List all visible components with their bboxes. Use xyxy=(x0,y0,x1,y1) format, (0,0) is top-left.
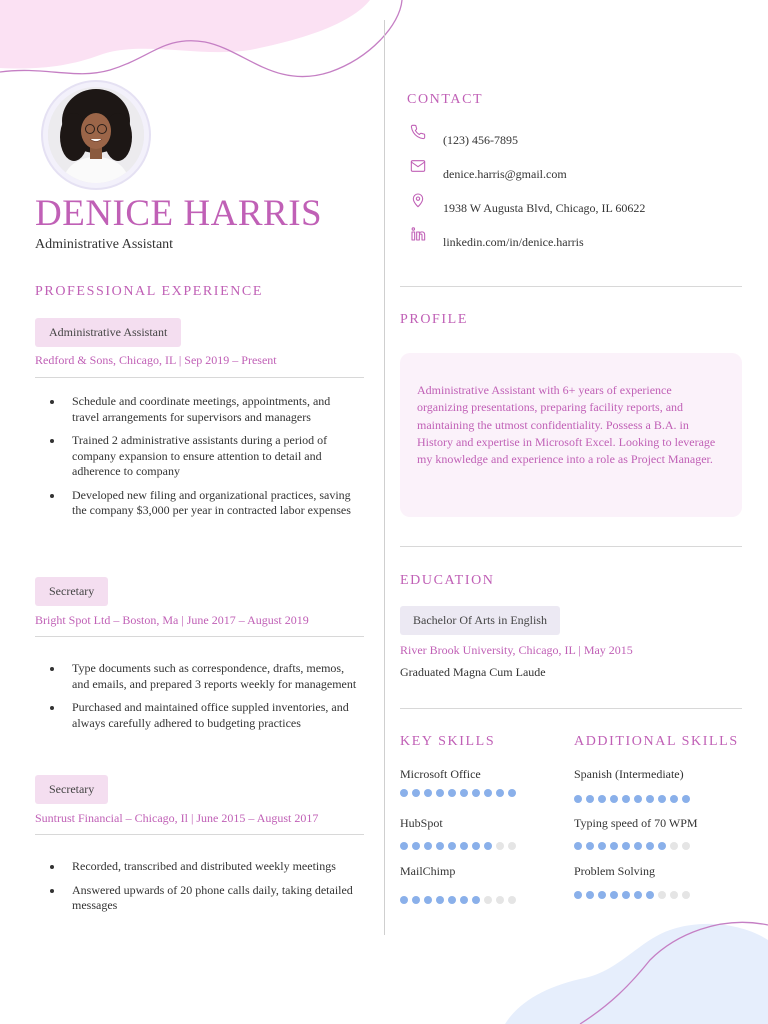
rating-dot-filled xyxy=(412,789,420,797)
rating-dot-filled xyxy=(598,891,606,899)
rating-dot-filled xyxy=(658,795,666,803)
candidate-name: DENICE HARRIS xyxy=(35,193,323,234)
honors-line: Graduated Magna Cum Laude xyxy=(400,665,546,679)
experience-heading: PROFESSIONAL EXPERIENCE xyxy=(35,284,264,299)
list-item: Purchased and maintained office suppled inventories, and always carefully adhered to budgeting practices xyxy=(35,700,360,731)
rating-dot-empty xyxy=(682,842,690,850)
skill-rating xyxy=(574,795,690,803)
education-heading: EDUCATION xyxy=(400,573,495,588)
top-curve-line xyxy=(0,0,402,77)
list-item: Recorded, transcribed and distributed weekly meetings xyxy=(35,859,360,875)
job-company: Bright Spot Ltd – Boston, Ma | June 2017 – August 2019 xyxy=(35,613,309,627)
job-divider xyxy=(35,377,364,378)
rating-dot-filled xyxy=(586,795,594,803)
rating-dot-filled xyxy=(436,842,444,850)
skill-name: MailChimp xyxy=(400,864,456,878)
degree-badge: Bachelor Of Arts in English xyxy=(400,606,560,635)
skill-name: Typing speed of 70 WPM xyxy=(574,816,698,830)
skill-rating xyxy=(574,891,690,899)
job-role-badge: Secretary xyxy=(35,577,108,606)
rating-dot-filled xyxy=(508,789,516,797)
job-bullets xyxy=(35,661,360,739)
rating-dot-filled xyxy=(400,896,408,904)
rating-dot-filled xyxy=(610,842,618,850)
rating-dot-filled xyxy=(424,842,432,850)
rating-dot-empty xyxy=(484,896,492,904)
rating-dot-filled xyxy=(646,795,654,803)
list-item: Type documents such as correspondence, drafts, memos, and emails, and prepared 3 reports weekly for management xyxy=(35,661,360,692)
rating-dot-empty xyxy=(670,842,678,850)
rating-dot-filled xyxy=(622,795,630,803)
contact-heading: CONTACT xyxy=(407,92,484,107)
skill-rating xyxy=(574,842,690,850)
rating-dot-filled xyxy=(400,842,408,850)
column-divider xyxy=(384,20,385,935)
linkedin-icon xyxy=(408,224,428,244)
job-divider xyxy=(35,834,364,835)
section-divider xyxy=(400,708,742,709)
job-role-badge: Secretary xyxy=(35,775,108,804)
rating-dot-filled xyxy=(634,795,642,803)
skill-name: HubSpot xyxy=(400,816,443,830)
rating-dot-filled xyxy=(598,795,606,803)
list-item: Trained 2 administrative assistants during a period of company expansion to ensure attention to detail and adherence to company xyxy=(35,433,360,480)
rating-dot-filled xyxy=(448,789,456,797)
rating-dot-filled xyxy=(622,842,630,850)
rating-dot-filled xyxy=(496,789,504,797)
top-pink-blob xyxy=(0,0,370,68)
rating-dot-filled xyxy=(586,891,594,899)
job-bullets xyxy=(35,394,360,527)
skill-rating xyxy=(400,789,516,797)
rating-dot-filled xyxy=(424,896,432,904)
skill-rating xyxy=(400,896,516,904)
skill-name: Problem Solving xyxy=(574,864,656,878)
job-company: Redford & Sons, Chicago, IL | Sep 2019 – Present xyxy=(35,353,277,367)
rating-dot-filled xyxy=(448,896,456,904)
mail-icon xyxy=(408,156,428,176)
location-pin-icon xyxy=(408,190,428,210)
rating-dot-empty xyxy=(682,891,690,899)
skill-name: Spanish (Intermediate) xyxy=(574,767,684,781)
skill-rating xyxy=(400,842,516,850)
rating-dot-filled xyxy=(412,896,420,904)
rating-dot-filled xyxy=(424,789,432,797)
skill-name: Microsoft Office xyxy=(400,767,481,781)
rating-dot-filled xyxy=(472,896,480,904)
rating-dot-filled xyxy=(658,842,666,850)
list-item: Answered upwards of 20 phone calls daily, taking detailed messages xyxy=(35,883,360,914)
rating-dot-filled xyxy=(400,789,408,797)
rating-dot-filled xyxy=(472,789,480,797)
contact-phone-text: (123) 456-7895 xyxy=(443,133,518,147)
rating-dot-empty xyxy=(496,896,504,904)
bottom-blue-blob xyxy=(505,924,768,1024)
avatar xyxy=(48,87,144,183)
rating-dot-filled xyxy=(610,891,618,899)
job-bullets xyxy=(35,859,360,922)
candidate-title: Administrative Assistant xyxy=(35,237,174,252)
phone-icon xyxy=(408,122,428,142)
contact-email[interactable] xyxy=(408,156,567,181)
rating-dot-filled xyxy=(460,842,468,850)
profile-heading: PROFILE xyxy=(400,312,468,327)
rating-dot-filled xyxy=(412,842,420,850)
rating-dot-filled xyxy=(460,896,468,904)
contact-linkedin[interactable] xyxy=(408,224,584,249)
section-divider xyxy=(400,286,742,287)
school-line: River Brook University, Chicago, IL | May 2015 xyxy=(400,643,633,657)
rating-dot-filled xyxy=(574,891,582,899)
rating-dot-filled xyxy=(436,789,444,797)
rating-dot-filled xyxy=(622,891,630,899)
list-item: Schedule and coordinate meetings, appointments, and travel arrangements for supervisors and managers xyxy=(35,394,360,425)
rating-dot-filled xyxy=(574,842,582,850)
rating-dot-filled xyxy=(472,842,480,850)
contact-address-text: 1938 W Augusta Blvd, Chicago, IL 60622 xyxy=(443,201,646,215)
rating-dot-filled xyxy=(646,891,654,899)
rating-dot-filled xyxy=(448,842,456,850)
contact-linkedin-text[interactable]: linkedin.com/in/denice.harris xyxy=(443,235,584,249)
contact-phone xyxy=(408,122,518,147)
rating-dot-filled xyxy=(484,842,492,850)
list-item: Developed new filing and organizational practices, saving the company $3,000 per year in contracted labor expenses xyxy=(35,488,360,519)
job-role-badge: Administrative Assistant xyxy=(35,318,181,347)
job-company: Suntrust Financial – Chicago, Il | June 2015 – August 2017 xyxy=(35,811,319,825)
rating-dot-filled xyxy=(436,896,444,904)
rating-dot-filled xyxy=(598,842,606,850)
profile-text: Administrative Assistant with 6+ years of experience organizing presentations, preparing facility reports, and maintaining the utmost confidentiality. Possess a B.A. in History and expertise in Microsoft Excel. Looking to leverage my knowledge and experience into a role as Project Manager. xyxy=(417,383,716,467)
rating-dot-empty xyxy=(496,842,504,850)
rating-dot-empty xyxy=(508,842,516,850)
rating-dot-filled xyxy=(484,789,492,797)
rating-dot-empty xyxy=(508,896,516,904)
rating-dot-filled xyxy=(646,842,654,850)
rating-dot-filled xyxy=(610,795,618,803)
rating-dot-filled xyxy=(634,842,642,850)
rating-dot-filled xyxy=(460,789,468,797)
contact-address xyxy=(408,190,646,215)
key-skills-heading: KEY SKILLS xyxy=(400,734,496,749)
job-divider xyxy=(35,636,364,637)
rating-dot-empty xyxy=(658,891,666,899)
rating-dot-filled xyxy=(670,795,678,803)
rating-dot-filled xyxy=(574,795,582,803)
rating-dot-filled xyxy=(634,891,642,899)
rating-dot-filled xyxy=(682,795,690,803)
rating-dot-filled xyxy=(586,842,594,850)
additional-skills-heading: ADDITIONAL SKILLS xyxy=(574,734,739,749)
section-divider xyxy=(400,546,742,547)
rating-dot-empty xyxy=(670,891,678,899)
contact-email-text[interactable]: denice.harris@gmail.com xyxy=(443,167,567,181)
bottom-curve-line xyxy=(580,922,768,1024)
